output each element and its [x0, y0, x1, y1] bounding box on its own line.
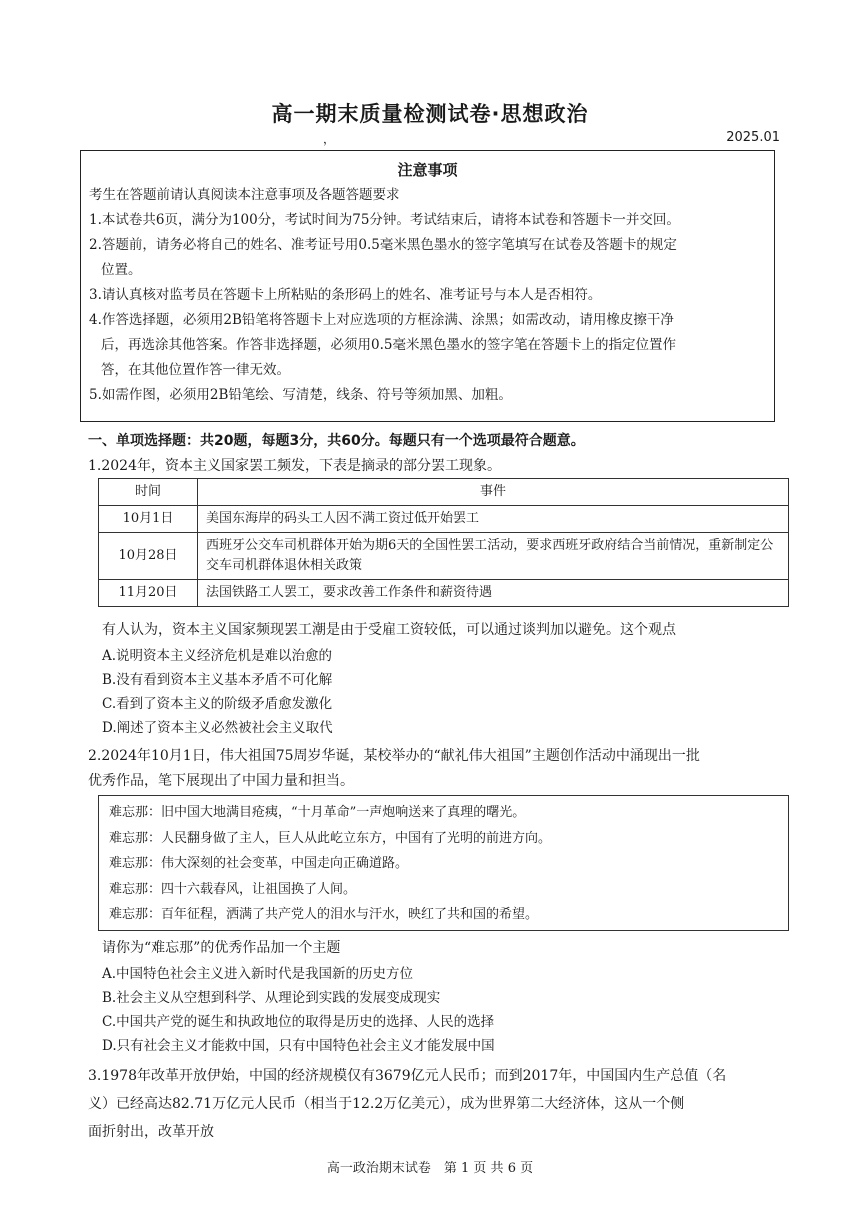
poem-line: 难忘那：人民翻身做了主人，巨人从此屹立东方，中国有了光明的前进方向。	[109, 830, 552, 846]
page-title: 高一期末质量检测试卷·思想政治	[271, 102, 589, 126]
poem-line: 难忘那：旧中国大地满目疮痍，“十月革命”一声炮响送来了真理的曙光。	[109, 805, 526, 820]
notice-item: 5.如需作图，必须用2B铅笔绘、写清楚，线条、符号等须加黑、加粗。	[89, 387, 512, 403]
question-3-line3: 面折射出，改革开放	[88, 1124, 214, 1140]
table-cell-event: 美国东海岸的码头工人因不满工资过低开始罢工	[198, 506, 789, 533]
notice-item: 位置。	[101, 262, 142, 278]
question-1-options	[102, 644, 802, 740]
option-d: D.只有社会主义才能救中国，只有中国特色社会主义才能发展中国	[102, 1038, 495, 1054]
table-cell-time: 11月20日	[99, 580, 198, 607]
table-header-time: 时间	[99, 479, 198, 506]
table-row	[99, 506, 789, 533]
notice-title: 注意事项	[397, 161, 458, 179]
question-2-options	[102, 962, 802, 1058]
notice-item: 答，在其他位置作答一律无效。	[101, 362, 290, 378]
question-3-line1: 3.1978年改革开放伊始，中国的经济规模仅有3679亿元人民币；而到2017年，中国国内生产总值（名	[88, 1068, 727, 1084]
question-3-line2: 义）已经高达82.71万亿元人民币（相当于12.2万亿美元），成为世界第二大经济体，这从一个侧	[88, 1096, 685, 1112]
notice-item: 2.答题前，请务必将自己的姓名、准考证号用0.5毫米黑色墨水的签字笔填写在试卷及答题卡的规定	[89, 237, 677, 253]
question-2-stem-line2: 优秀作品，笔下展现出了中国力量和担当。	[88, 773, 354, 789]
option-b: B.没有看到资本主义基本矛盾不可化解	[102, 672, 333, 688]
poem-line: 难忘那：伟大深刻的社会变革，中国走向正确道路。	[109, 856, 409, 871]
option-a: A.说明资本主义经济危机是难以治愈的	[102, 648, 333, 664]
table-header-event: 事件	[198, 479, 789, 506]
stray-mark: ，	[323, 132, 336, 146]
section-heading: 一、单项选择题：共20题，每题3分，共60分。每题只有一个选项最符合题意。	[88, 433, 585, 449]
notice-item: 3.请认真核对监考员在答题卡上所粘贴的条形码上的姓名、准考证号与本人是否相符。	[89, 287, 602, 303]
option-d: D.阐述了资本主义必然被社会主义取代	[102, 720, 333, 736]
question-2-prompt: 请你为“难忘那”的优秀作品加一个主题	[102, 940, 341, 956]
poem-line: 难忘那：百年征程，洒满了共产党人的泪水与汗水，映红了共和国的希望。	[109, 907, 539, 922]
poem-line: 难忘那：四十六载春风，让祖国换了人间。	[109, 881, 357, 897]
exam-date: 2025.01	[726, 130, 780, 145]
table-row	[99, 533, 789, 580]
notice-intro: 考生在答题前请认真阅读本注意事项及各题答题要求	[89, 187, 400, 203]
table-row	[99, 580, 789, 607]
table-cell-time: 10月28日	[99, 533, 198, 580]
option-c: C.中国共产党的诞生和执政地位的取得是历史的选择、人民的选择	[102, 1014, 495, 1030]
question-2-stem-line1: 2.2024年10月1日，伟大祖国75周岁华诞，某校举办的“献礼伟大祖国”主题创作活动中涌现出一批	[88, 748, 700, 764]
notice-item: 4.作答选择题，必须用2B铅笔将答题卡上对应选项的方框涂满、涂黑；如需改动，请用橡皮擦干净	[89, 312, 674, 328]
page-footer: 高一政治期末试卷 第 1 页 共 6 页	[326, 1161, 534, 1176]
table-cell-event: 西班牙公交车司机群体开始为期6天的全国性罢工活动，要求西班牙政府结合当前情况，重新制定公交车司机群体退休相关政策	[198, 533, 789, 580]
notice-item: 1.本试卷共6页，满分为100分，考试时间为75分钟。考试结束后，请将本试卷和答题卡一并交回。	[89, 212, 680, 228]
option-a: A.中国特色社会主义进入新时代是我国新的历史方位	[102, 966, 414, 982]
notice-item: 后，再选涂其他答案。作答非选择题，必须用0.5毫米黑色墨水的签字笔在答题卡上的指定位置作	[101, 337, 676, 353]
notice-box	[80, 150, 775, 422]
table-cell-time: 10月1日	[99, 506, 198, 533]
poem-box	[98, 795, 789, 931]
table-cell-event: 法国铁路工人罢工，要求改善工作条件和薪资待遇	[198, 580, 789, 607]
option-b: B.社会主义从空想到科学、从理论到实践的发展变成现实	[102, 990, 441, 1006]
option-c: C.看到了资本主义的阶级矛盾愈发激化	[102, 696, 333, 712]
strike-events-table	[98, 478, 789, 607]
question-1-stem: 1.2024年，资本主义国家罢工频发，下表是摘录的部分罢工现象。	[88, 458, 501, 474]
question-1-prompt: 有人认为，资本主义国家频现罢工潮是由于受雇工资较低，可以通过谈判加以避免。这个观点	[102, 622, 676, 638]
